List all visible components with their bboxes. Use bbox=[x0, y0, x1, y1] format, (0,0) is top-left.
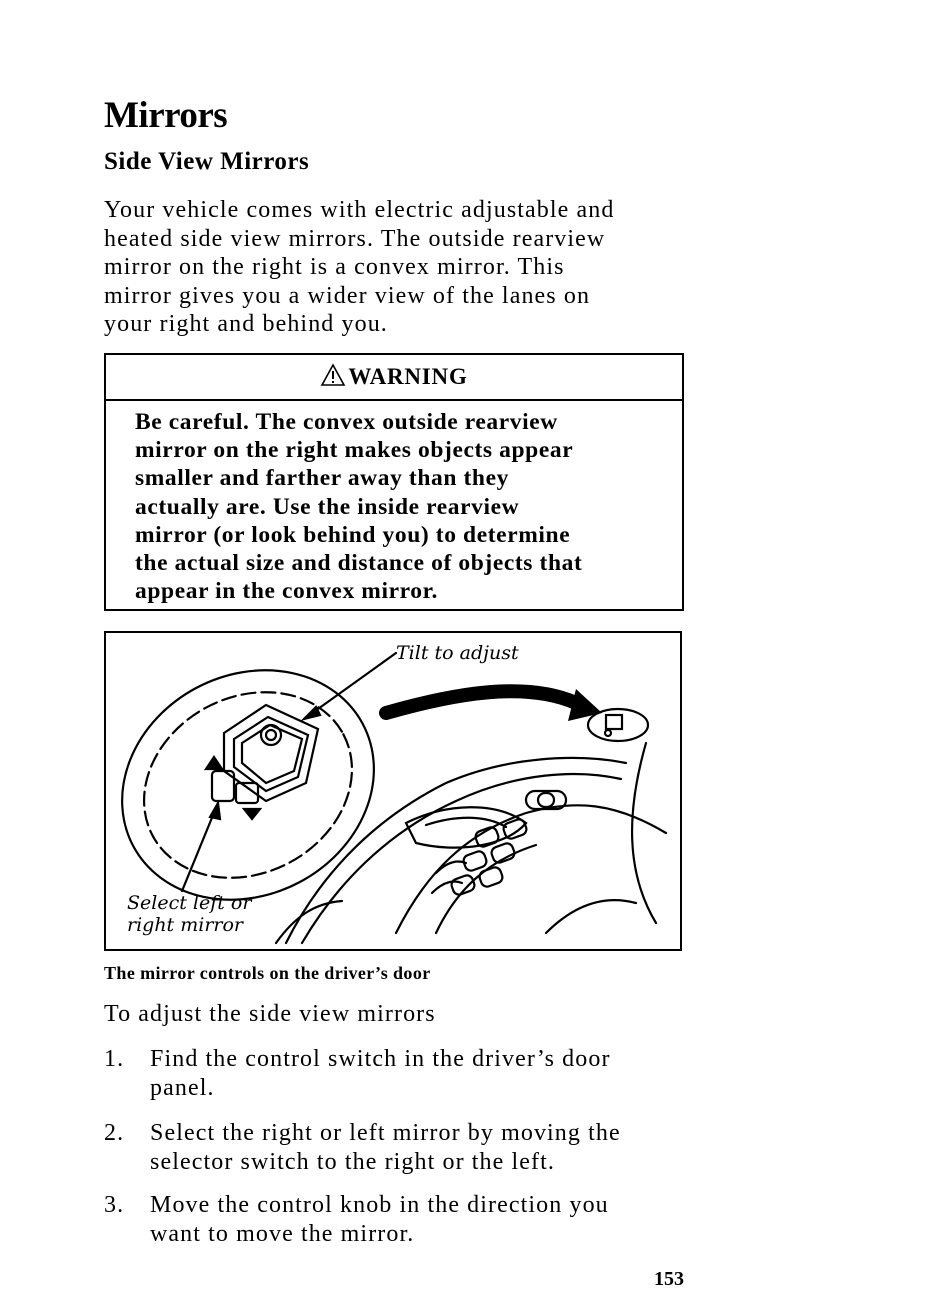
warning-line: appear in the convex mirror. bbox=[135, 578, 438, 605]
instructions-lead: To adjust the side view mirrors bbox=[104, 1001, 436, 1027]
step-number: 2. bbox=[104, 1120, 125, 1146]
step-line: selector switch to the right or the left. bbox=[150, 1148, 555, 1175]
warning-label: WARNING bbox=[348, 364, 468, 389]
step-line: Move the control knob in the direction you bbox=[150, 1192, 609, 1218]
step-number: 1. bbox=[104, 1046, 125, 1072]
select-label-line2: right mirror bbox=[127, 914, 244, 936]
page-number: 153 bbox=[654, 1268, 684, 1290]
warning-line: mirror on the right makes objects appear bbox=[135, 437, 574, 464]
warning-line: smaller and farther away than they bbox=[135, 465, 509, 492]
intro-line: heated side view mirrors. The outside rearview bbox=[104, 225, 606, 252]
step-line: want to move the mirror. bbox=[150, 1220, 415, 1247]
step-line: Select the right or left mirror by moving the bbox=[150, 1120, 621, 1146]
intro-line: Your vehicle comes with electric adjustable and bbox=[104, 197, 615, 223]
intro-line: your right and behind you. bbox=[104, 311, 388, 337]
intro-line: mirror gives you a wider view of the lanes on bbox=[104, 282, 591, 309]
intro-line: mirror on the right is a convex mirror. This bbox=[104, 254, 565, 280]
warning-box bbox=[104, 353, 684, 611]
page-title: Mirrors bbox=[104, 95, 228, 136]
warning-line: actually are. Use the inside rearview bbox=[135, 493, 520, 520]
select-label-line1: Select left or bbox=[127, 892, 252, 914]
instruction-step bbox=[104, 1191, 724, 1248]
warning-line: the actual size and distance of objects that bbox=[135, 550, 583, 577]
tilt-label: Tilt to adjust bbox=[396, 642, 519, 664]
intro-paragraph bbox=[104, 196, 704, 339]
section-heading: Side View Mirrors bbox=[104, 148, 310, 175]
step-line: Find the control switch in the driver’s door bbox=[150, 1046, 611, 1072]
instruction-step bbox=[104, 1119, 724, 1176]
warning-line: Be careful. The convex outside rearview bbox=[135, 409, 558, 435]
step-number: 3. bbox=[104, 1192, 125, 1218]
warning-triangle-icon bbox=[320, 363, 346, 387]
step-line: panel. bbox=[150, 1074, 215, 1101]
warning-header bbox=[106, 355, 682, 401]
instruction-step bbox=[104, 1045, 724, 1102]
mirror-controls-figure bbox=[104, 631, 682, 951]
warning-line: mirror (or look behind you) to determine bbox=[135, 521, 571, 548]
figure-caption: The mirror controls on the driver’s door bbox=[104, 963, 431, 983]
warning-text bbox=[106, 401, 682, 605]
